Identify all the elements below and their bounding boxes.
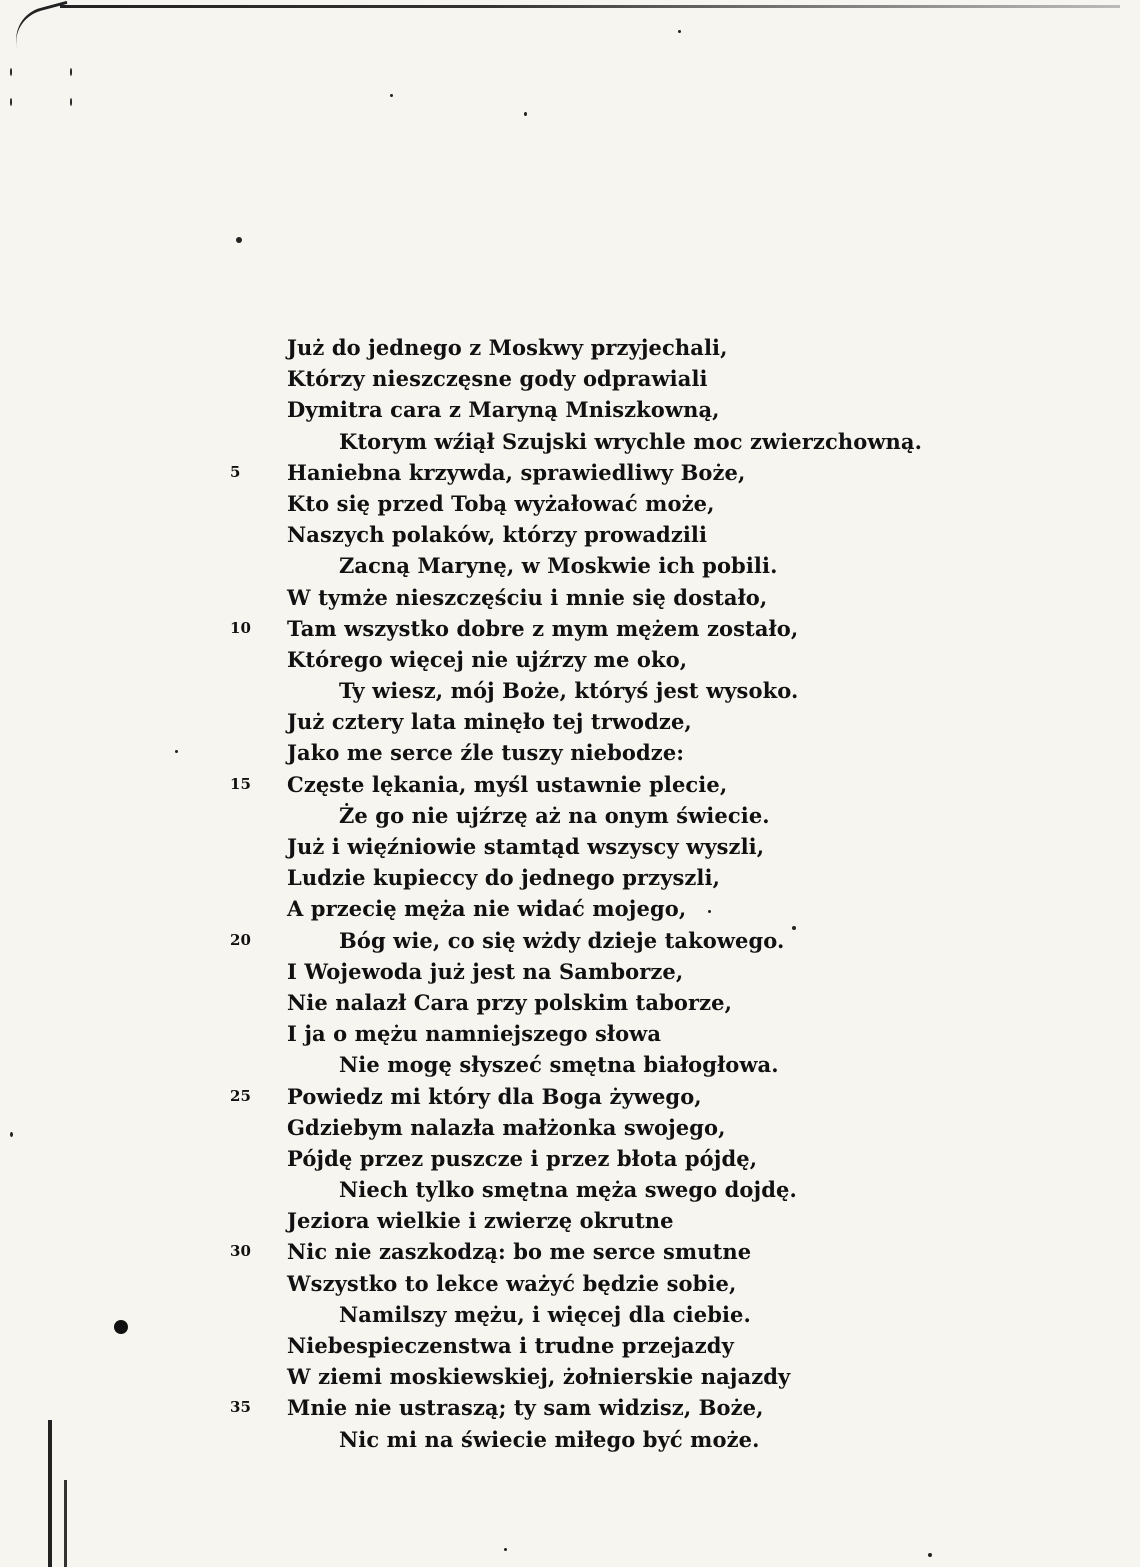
poem-line <box>230 332 930 363</box>
poem-line <box>230 644 930 675</box>
poem-line <box>230 1049 930 1080</box>
poem-line <box>230 519 930 550</box>
scan-top-edge <box>60 5 1120 8</box>
poem-line <box>230 862 930 893</box>
poem-line <box>230 1236 930 1267</box>
verse-text: Którego więcej nie ujźrzy me oko, <box>287 646 688 672</box>
verse-text: Powiedz mi który dla Boga żywego, <box>287 1083 702 1109</box>
poem-line <box>230 769 930 800</box>
poem-line <box>230 1392 930 1423</box>
verse-text: Nie nalazł Cara przy polskim taborze, <box>287 989 733 1015</box>
line-number: 30 <box>230 1242 252 1261</box>
verse-text: I Wojewoda już jest na Samborze, <box>287 958 684 984</box>
ink-speck <box>504 1548 507 1551</box>
poem-line <box>230 675 930 706</box>
poem-line <box>230 1299 930 1330</box>
ink-speck <box>678 30 681 33</box>
poem-line <box>230 737 930 768</box>
verse-text: W ziemi moskiewskiej, żołnierskie najazdy <box>287 1364 791 1390</box>
line-number: 5 <box>230 462 241 481</box>
verse-text: Którzy nieszczęsne gody odprawiali <box>287 366 708 392</box>
poem-line <box>230 800 930 831</box>
binding-edge <box>48 1420 52 1567</box>
verse-text: Ludzie kupieccy do jednego przyszli, <box>287 865 720 891</box>
verse-text: Że go nie ujźrzę aż na onym świecie. <box>339 802 770 828</box>
line-number: 20 <box>230 930 252 949</box>
poem-line <box>230 956 930 987</box>
verse-text: Nic mi na świecie miłego być może. <box>339 1426 760 1452</box>
poem-line <box>230 1205 930 1236</box>
verse-text: Nic nie zaszkodzą: bo me serce smutne <box>287 1239 752 1265</box>
verse-text: Nie mogę słyszeć smętna białogłowa. <box>339 1052 779 1078</box>
poem-line <box>230 582 930 613</box>
poem-line <box>230 1361 930 1392</box>
ink-speck <box>175 750 178 753</box>
line-number: 35 <box>230 1398 252 1417</box>
ink-speck <box>10 1132 13 1137</box>
verse-text: Naszych polaków, którzy prowadzili <box>287 522 708 548</box>
ink-speck <box>10 98 12 106</box>
poem-text <box>230 332 930 1455</box>
poem-line <box>230 1268 930 1299</box>
verse-text: Dymitra cara z Maryną Mniszkowną, <box>287 397 720 423</box>
verse-text: Ty wiesz, mój Boże, któryś jest wysoko. <box>339 678 799 704</box>
poem-line <box>230 550 930 581</box>
verse-text: A przecię męża nie widać mojego, <box>287 896 687 922</box>
verse-text: Ktorym wźiął Szujski wrychle moc zwierzchowną. <box>339 428 922 454</box>
ink-blot <box>114 1320 128 1334</box>
poem-line <box>230 363 930 394</box>
ink-speck <box>10 68 12 76</box>
poem-line <box>230 1018 930 1049</box>
verse-text: Wszystko to lekce ważyć będzie sobie, <box>287 1270 737 1296</box>
ink-speck <box>390 94 393 97</box>
verse-text: Namilszy mężu, i więcej dla ciebie. <box>339 1301 751 1327</box>
verse-text: W tymże nieszczęściu i mnie się dostało, <box>287 584 768 610</box>
line-number: 25 <box>230 1086 252 1105</box>
poem-line <box>230 893 930 924</box>
verse-text: Pójdę przez puszcze i przez błota pójdę, <box>287 1145 758 1171</box>
verse-text: I ja o mężu namniejszego słowa <box>287 1021 662 1047</box>
verse-text: Haniebna krzywda, sprawiedliwy Boże, <box>287 459 746 485</box>
poem-line <box>230 706 930 737</box>
verse-text: Jako me serce źle tuszy niebodze: <box>287 740 685 766</box>
verse-text: Częste lękania, myśl ustawnie plecie, <box>287 771 728 797</box>
poem-line <box>230 1112 930 1143</box>
line-number: 15 <box>230 774 252 793</box>
verse-text: Mnie nie ustraszą; ty sam widzisz, Boże, <box>287 1395 764 1421</box>
ink-speck <box>70 68 72 76</box>
ink-speck <box>524 112 527 116</box>
verse-text: Bóg wie, co się wżdy dzieje takowego. <box>339 927 785 953</box>
poem-line <box>230 1081 930 1112</box>
verse-text: Już do jednego z Moskwy przyjechali, <box>287 335 728 360</box>
scan-corner-curl <box>9 1 75 48</box>
poem-line <box>230 987 930 1018</box>
verse-text: Niech tylko smętna męża swego dojdę. <box>339 1177 797 1203</box>
verse-text: Jeziora wielkie i zwierzę okrutne <box>287 1208 674 1234</box>
ink-speck <box>928 1553 932 1557</box>
poem-line <box>230 426 930 457</box>
binding-edge-secondary <box>64 1480 67 1567</box>
line-number: 10 <box>230 618 252 637</box>
poem-line <box>230 1330 930 1361</box>
poem-line <box>230 488 930 519</box>
poem-line <box>230 1424 930 1455</box>
verse-text: Zacną Marynę, w Moskwie ich pobili. <box>339 553 778 579</box>
verse-text: Niebespieczenstwa i trudne przejazdy <box>287 1333 734 1358</box>
verse-text: Już i więźniowie stamtąd wszyscy wyszli, <box>287 834 765 859</box>
poem-line <box>230 394 930 425</box>
verse-text: Gdziebym nalazła małżonka swojego, <box>287 1114 726 1140</box>
poem-line <box>230 1143 930 1174</box>
verse-text: Kto się przed Tobą wyżałować może, <box>287 490 715 516</box>
verse-text: Już cztery lata minęło tej trwodze, <box>287 709 692 735</box>
poem-line <box>230 925 930 956</box>
poem-line <box>230 457 930 488</box>
ink-speck <box>236 237 242 243</box>
poem-line <box>230 613 930 644</box>
ink-speck <box>70 98 72 106</box>
verse-text: Tam wszystko dobre z mym mężem zostało, <box>287 615 799 641</box>
poem-line <box>230 831 930 862</box>
poem-line <box>230 1174 930 1205</box>
